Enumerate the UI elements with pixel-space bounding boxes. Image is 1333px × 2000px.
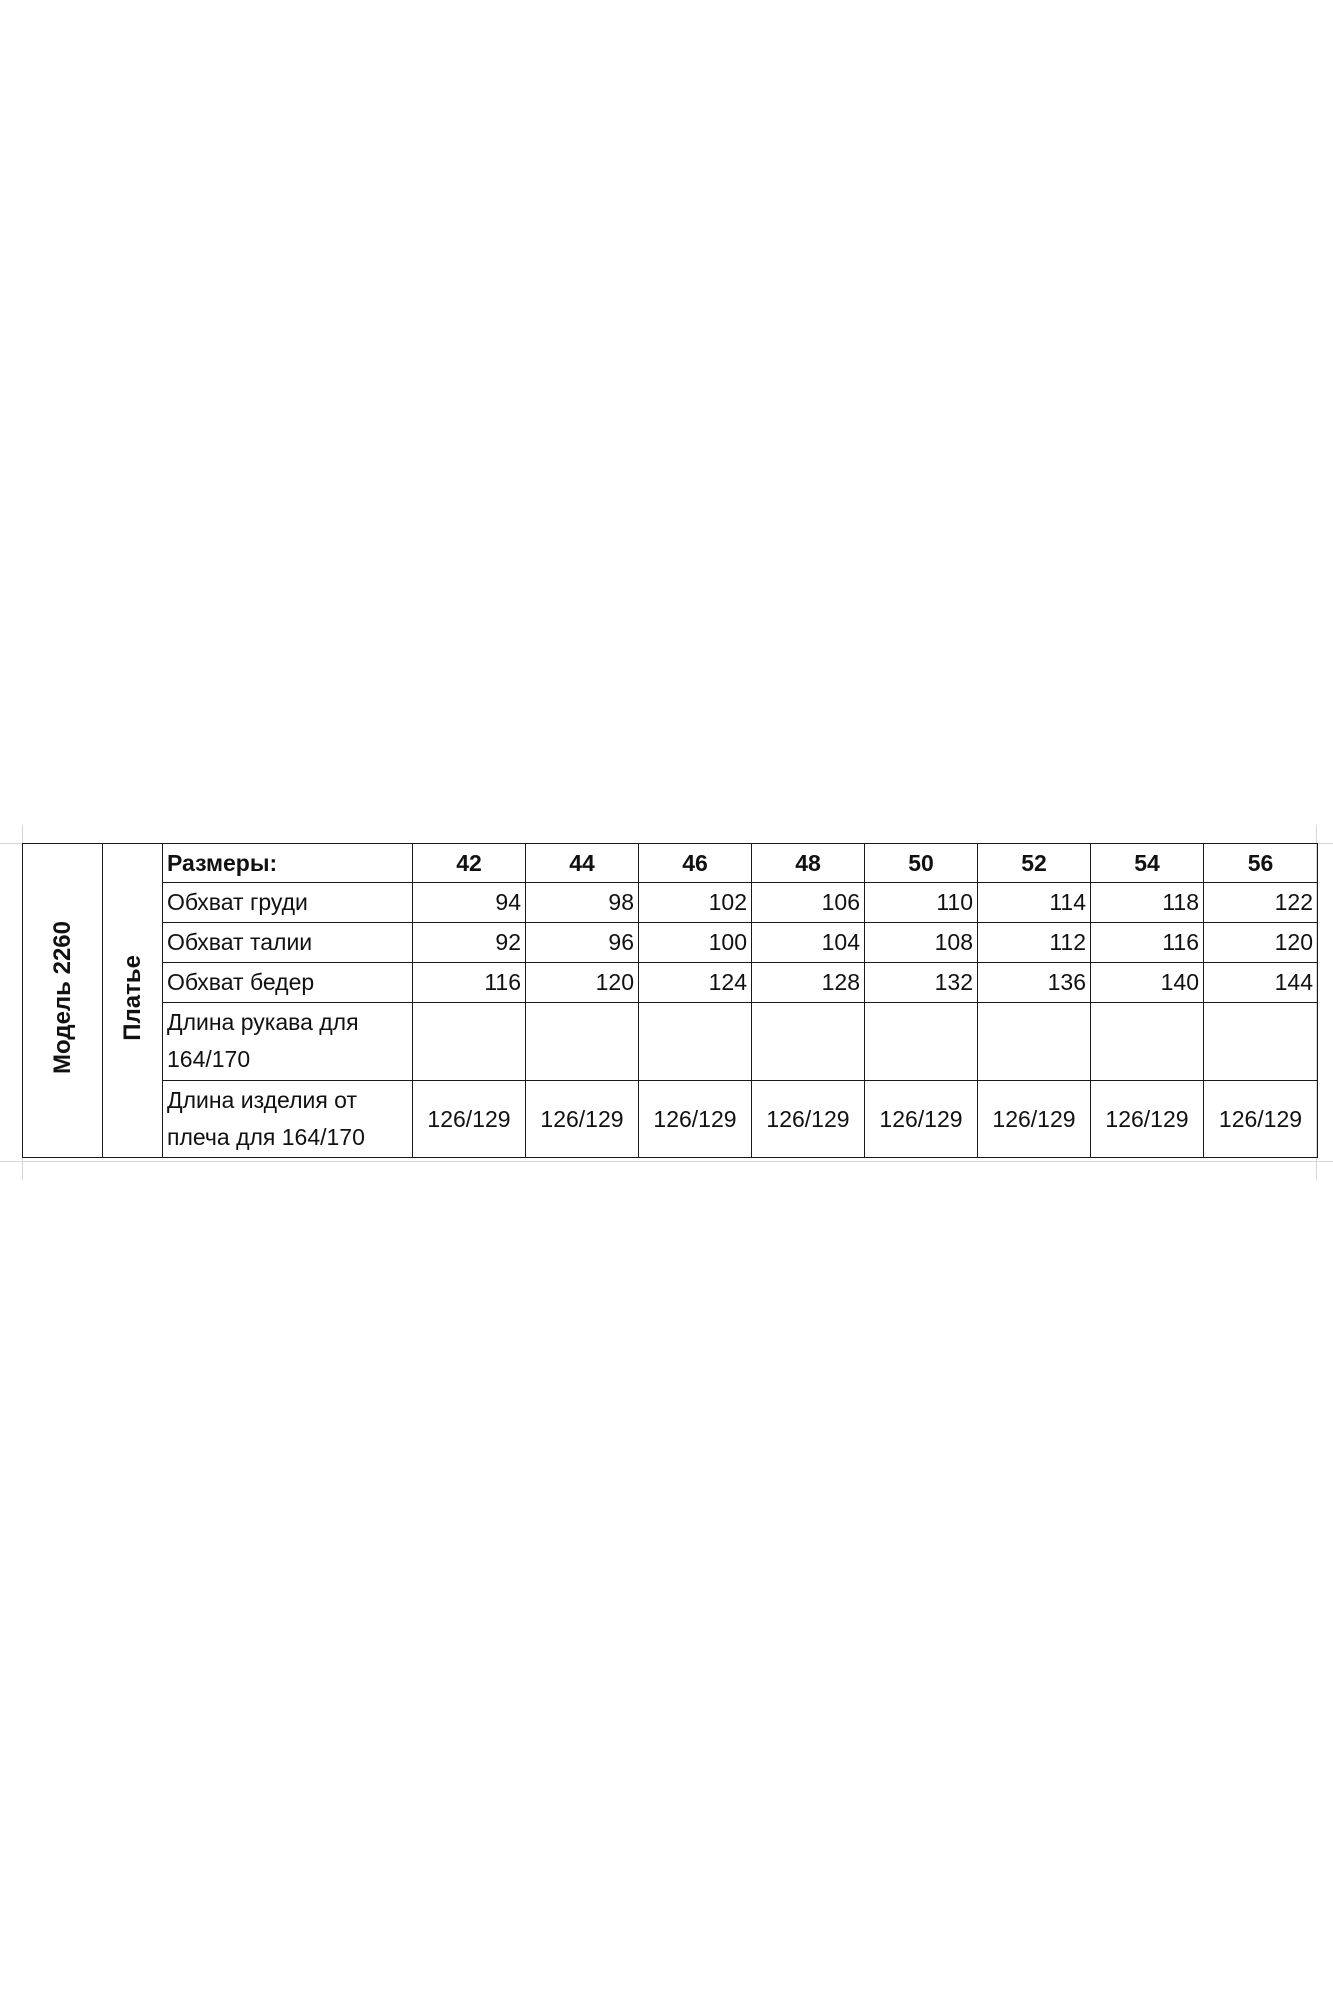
measurement-cell: 104 [752, 923, 865, 963]
measurement-cell: 94 [413, 883, 526, 923]
measurement-cell [1091, 1003, 1204, 1081]
size-header: 46 [639, 844, 752, 883]
measurement-cell: 114 [978, 883, 1091, 923]
measurement-cell: 144 [1204, 963, 1318, 1003]
row-label: Обхват талии [163, 923, 413, 963]
sizes-header-label: Размеры: [163, 844, 413, 883]
measurement-cell: 112 [978, 923, 1091, 963]
size-header: 44 [526, 844, 639, 883]
measurement-cell [865, 1003, 978, 1081]
measurement-cell: 126/129 [1204, 1081, 1318, 1158]
gridline [0, 1161, 1333, 1162]
size-header: 48 [752, 844, 865, 883]
measurement-cell: 126/129 [526, 1081, 639, 1158]
measurement-cell: 116 [1091, 923, 1204, 963]
measurement-cell [978, 1003, 1091, 1081]
measurement-cell: 126/129 [865, 1081, 978, 1158]
measurement-cell: 122 [1204, 883, 1318, 923]
measurement-cell: 124 [639, 963, 752, 1003]
measurement-cell: 132 [865, 963, 978, 1003]
table-row-hips [23, 963, 1318, 1003]
table-row-sleeve-length [23, 1003, 1318, 1081]
measurement-cell: 92 [413, 923, 526, 963]
measurement-cell: 96 [526, 923, 639, 963]
measurement-cell: 140 [1091, 963, 1204, 1003]
measurement-cell: 120 [1204, 923, 1318, 963]
product-label: Платье [118, 954, 146, 1041]
measurement-cell: 106 [752, 883, 865, 923]
measurement-cell: 118 [1091, 883, 1204, 923]
measurement-cell: 108 [865, 923, 978, 963]
row-label: Длина рукава для 164/170 [163, 1003, 413, 1081]
table-row-chest [23, 883, 1318, 923]
measurement-cell [752, 1003, 865, 1081]
measurement-cell: 116 [413, 963, 526, 1003]
row-label: Обхват груди [163, 883, 413, 923]
size-header: 56 [1204, 844, 1318, 883]
size-header: 54 [1091, 844, 1204, 883]
measurement-cell [1204, 1003, 1318, 1081]
product-cell [103, 844, 163, 1158]
size-header: 50 [865, 844, 978, 883]
model-label: Модель 2260 [48, 921, 76, 1074]
measurement-cell: 126/129 [1091, 1081, 1204, 1158]
table-row-garment-length [23, 1081, 1318, 1158]
header-row [23, 844, 1318, 883]
measurement-cell [526, 1003, 639, 1081]
measurement-cell: 126/129 [978, 1081, 1091, 1158]
table-row-waist [23, 923, 1318, 963]
measurement-cell: 126/129 [752, 1081, 865, 1158]
measurement-cell: 110 [865, 883, 978, 923]
size-header: 52 [978, 844, 1091, 883]
row-label: Длина изделия от плеча для 164/170 [163, 1081, 413, 1158]
model-cell [23, 844, 103, 1158]
measurement-cell: 120 [526, 963, 639, 1003]
measurement-cell: 136 [978, 963, 1091, 1003]
measurement-cell [639, 1003, 752, 1081]
size-chart-table [22, 843, 1318, 1158]
measurement-cell: 128 [752, 963, 865, 1003]
measurement-cell: 100 [639, 923, 752, 963]
measurement-cell [413, 1003, 526, 1081]
measurement-cell: 102 [639, 883, 752, 923]
measurement-cell: 126/129 [413, 1081, 526, 1158]
row-label: Обхват бедер [163, 963, 413, 1003]
measurement-cell: 126/129 [639, 1081, 752, 1158]
measurement-cell: 98 [526, 883, 639, 923]
size-header: 42 [413, 844, 526, 883]
